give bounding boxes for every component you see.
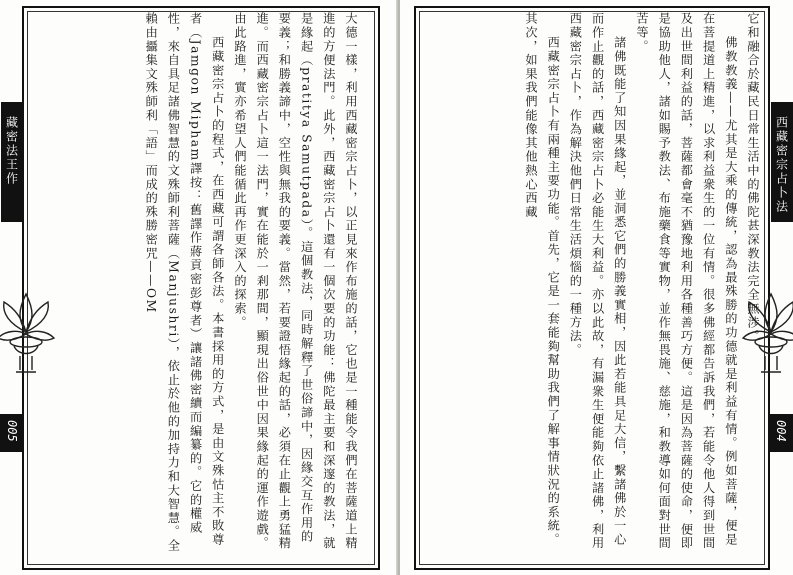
paragraph: 西藏密宗占卜的程式，在西藏可謂各師各法。本書採用的方式，是由文殊怙主不敗尊者（Jamgon Mipham譯按：舊譯作蔣貢密彭尊者）讓諸佛密續而編纂的。它的權威性，來自具足諸佛智慧的文殊師利菩薩（Manjushri），依止於他的加持力和大智慧。全賴由攝集文殊師利「語」而成的殊勝密咒——OM [144, 12, 225, 553]
paragraph: 大德一樣，利用西藏密宗占卜，以正見來作布施的話，它也是一種能令我們在菩薩道上精進的方便法門。此外，西藏密宗占卜還有一個次要的功能：佛陀最主要和深邃的教法，就是緣起（pratitya Samutpada）。這個教法，同時解釋了世俗諦中，因緣交互作用的要義；和勝義諦中，空性與無我的要義。當然，若要證悟緣起的話，必須在止觀上勇猛精進。而西藏密宗占卜這一法門，實在能於一剎那間，顯現出俗世中因果緣起的運作遊戲。由此路進，實亦希望人們能循此再作更深入的探索。 [232, 12, 358, 551]
left-body-text [52, 12, 362, 557]
paragraph: 它和融合於藏民日常生活中的佛陀甚深教法完全無涉。 [746, 12, 760, 344]
right-body-text [434, 12, 764, 557]
right-page-number-box [769, 414, 793, 452]
right-sidebar-tab [771, 102, 793, 222]
right-page [400, 0, 793, 575]
page-number: 005 [5, 420, 19, 442]
sidebar-title: 西藏密宗占卜法 [774, 116, 789, 214]
left-page-number-box [0, 414, 24, 452]
paragraph: 西藏密宗占卜有兩種主要功能。首先，它是一套能夠幫助我們了解事情狀況的系統。其次，如果我們能像其他熱心西藏 [523, 12, 561, 547]
sidebar-title: 藏密法王作 [4, 116, 19, 186]
lotus-ornament-icon [0, 290, 56, 376]
page-number: 004 [774, 420, 788, 442]
paragraph: 佛教教義——尤其是大乘的傳統，認為最殊勝的功德就是利益有情。例如菩薩，便是在菩提道上精進，以求利益衆生的一位有情。很多佛經都告訴我們，若能令他人得到世間及出世間利益的話，菩薩都會毫不猶豫地利用各種善巧方便。這是因為菩薩的使命，便即是協助他人，諸如賜予教法、布施藥食等實物，並作無畏施、慈施，和教導如何面對世間苦等。 [634, 12, 738, 551]
paragraph: 諸佛既能了知因果緣起，並洞悉它們的勝義實相，因此若能具足大信，繫諸佛於一心而作止觀的話，西藏密宗占卜必能生大利益。亦以此故，有漏衆生便能夠依止諸佛，利用西藏密宗占卜，作為解決他們日常生活煩惱的一種方法。 [568, 12, 627, 551]
left-sidebar-tab [1, 102, 23, 222]
